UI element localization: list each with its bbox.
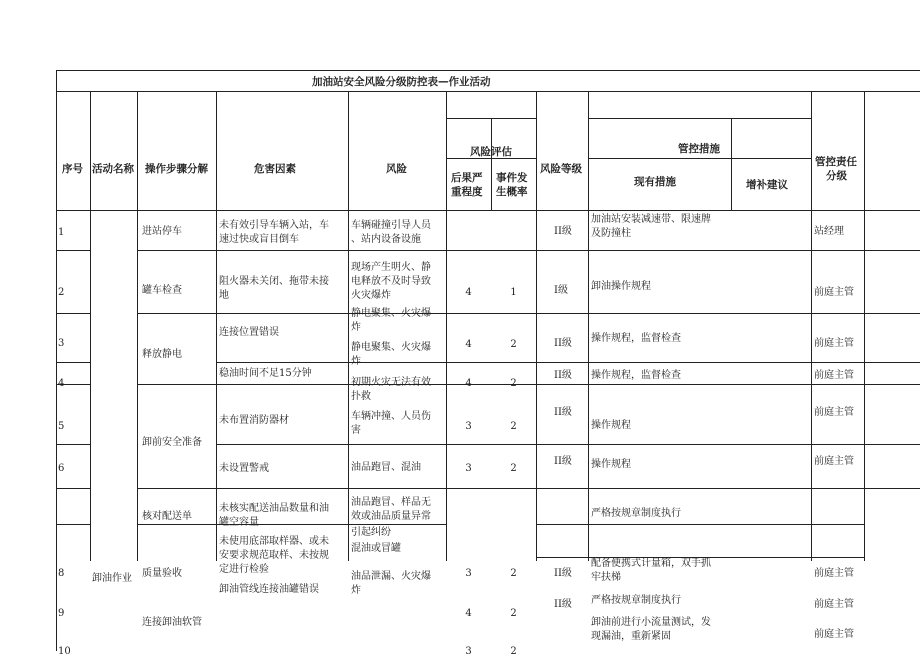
grid-line [56, 70, 920, 71]
measure-cell: 严格按规章制度执行 [591, 508, 681, 519]
hazard-cell: 未核实配送油品数量和油 [219, 503, 329, 514]
owner-cell: 前庭主管 [814, 629, 854, 640]
grid-line [491, 118, 492, 210]
grid-line [864, 91, 865, 561]
probability-cell: 2 [510, 378, 517, 389]
risk-cell: 车辆碰撞引导人员 [351, 220, 431, 231]
step-cell: 进站停车 [142, 226, 182, 237]
header-probability: 生概率 [496, 186, 528, 198]
probability-cell: 2 [510, 568, 517, 579]
step-cell: 连接卸油软管 [142, 617, 202, 628]
header-risk: 风险 [386, 163, 407, 175]
header-supplement: 增补建议 [746, 179, 788, 191]
measure-cell: 牢扶梯 [591, 572, 621, 583]
probability-cell: 1 [510, 287, 517, 298]
grid-line [137, 488, 920, 489]
measure-cell: 操作规程，监督检查 [591, 370, 681, 381]
risk-cell: 油品跑冒、混油 [351, 462, 421, 473]
hazard-cell: 定进行检验 [219, 564, 269, 575]
step-cell: 释放静电 [142, 349, 182, 360]
grid-line [137, 91, 138, 561]
header-severity: 重程度 [451, 186, 483, 198]
owner-cell: 前庭主管 [814, 456, 854, 467]
risk-cell: 车辆冲撞、人员伤 [351, 411, 431, 422]
measure-cell: 及防撞柱 [591, 228, 631, 239]
severity-cell: 4 [465, 339, 472, 350]
measure-cell: 操作规程 [591, 459, 631, 470]
grid-line [731, 118, 732, 210]
header-activity: 活动名称 [92, 163, 134, 175]
grid-line [137, 250, 920, 251]
owner-cell: 前庭主管 [814, 287, 854, 298]
measure-cell: 操作规程 [591, 420, 631, 431]
header-risk-eval: 风险评估 [470, 146, 512, 158]
risk-cell: 静电聚集、火灾爆 [351, 308, 431, 319]
grid-line [56, 488, 90, 489]
step-cell: 罐车检查 [142, 285, 182, 296]
activity-name: 卸油作业 [92, 573, 132, 584]
measure-cell: 现漏油，重新紧固 [591, 631, 671, 642]
risk-cell: 效或油品质量异常 [351, 511, 431, 522]
grid-line [811, 91, 812, 561]
owner-cell: 前庭主管 [814, 338, 854, 349]
grid-line [536, 524, 864, 525]
risk-cell: 害 [351, 425, 361, 436]
risk-cell: 初期火灾无法有效 [351, 377, 431, 388]
owner-cell: 前庭主管 [814, 407, 854, 418]
grid-line [588, 91, 589, 561]
risk-cell: 电释放不及时导致 [351, 276, 431, 287]
risk-level-cell: II级 [554, 599, 572, 610]
row-number: 5 [58, 421, 65, 432]
risk-cell: 、站内设备设施 [351, 234, 421, 245]
severity-cell: 3 [465, 421, 472, 432]
risk-level-cell: II级 [554, 370, 572, 381]
hazard-cell: 未使用底部取样器、或未 [219, 536, 329, 547]
measure-cell: 严格按规章制度执行 [591, 595, 681, 606]
risk-cell: 油品跑冒、样品无 [351, 497, 431, 508]
hazard-cell: 连接位置错误 [219, 327, 279, 338]
hazard-cell: 未布置消防器材 [219, 415, 289, 426]
owner-cell: 前庭主管 [814, 370, 854, 381]
grid-line [216, 91, 217, 561]
grid-line [588, 158, 811, 159]
hazard-cell: 稳油时间不足15分钟 [219, 368, 312, 379]
hazard-cell: 罐空容量 [219, 517, 259, 528]
hazard-cell: 未有效引导车辆入站，车 [219, 220, 329, 231]
risk-level-cell: II级 [554, 407, 572, 418]
header-risk-level: 风险等级 [540, 163, 582, 175]
risk-cell: 炸 [351, 585, 361, 596]
probability-cell: 2 [510, 646, 517, 657]
row-number: 10 [58, 646, 71, 657]
risk-cell: 扑救 [351, 391, 371, 402]
hazard-cell: 安要求规范取样、未按规 [219, 550, 329, 561]
grid-line [446, 91, 447, 561]
hazard-cell: 地 [219, 290, 229, 301]
severity-cell: 3 [465, 568, 472, 579]
header-step: 操作步骤分解 [145, 163, 208, 175]
header-existing: 现有措施 [634, 176, 676, 188]
grid-line [56, 70, 57, 651]
grid-line [348, 91, 349, 561]
measure-cell: 卸油前进行小流量测试，发 [591, 617, 711, 628]
owner-cell: 前庭主管 [814, 599, 854, 610]
grid-line [90, 91, 91, 561]
hazard-cell: 阻火器未关闭、拖带未接 [219, 276, 329, 287]
risk-level-cell: II级 [554, 226, 572, 237]
grid-line [56, 313, 90, 314]
header-responsibility: 管控责任 [815, 156, 857, 168]
probability-cell: 2 [510, 608, 517, 619]
risk-cell: 炸 [351, 322, 361, 333]
risk-cell: 静电聚集、火灾爆 [351, 342, 431, 353]
row-number: 8 [58, 568, 65, 579]
header-control: 管控措施 [678, 143, 720, 155]
measure-cell: 卸油操作规程 [591, 281, 651, 292]
hazard-cell: 卸油管线连接油罐错误 [219, 584, 319, 595]
row-number: 6 [58, 463, 65, 474]
row-number: 1 [58, 227, 65, 238]
risk-cell: 火灾爆炸 [351, 290, 391, 301]
severity-cell: 3 [465, 463, 472, 474]
row-number: 2 [58, 287, 65, 298]
grid-line [137, 524, 446, 525]
risk-cell: 混油或冒罐 [351, 543, 401, 554]
header-seq: 序号 [62, 163, 83, 175]
grid-line [56, 524, 90, 525]
risk-cell: 现场产生明火、静 [351, 262, 431, 273]
measure-cell: 配备便携式计量箱，双手抓 [591, 558, 711, 569]
grid-line [137, 313, 920, 314]
grid-line [56, 444, 90, 445]
grid-line [536, 91, 537, 561]
probability-cell: 2 [510, 339, 517, 350]
measure-cell: 加油站安装减速带、限速牌 [591, 214, 711, 225]
risk-level-cell: I级 [554, 285, 568, 296]
grid-line [56, 210, 920, 211]
risk-cell: 引起纠纷 [351, 527, 391, 538]
risk-level-cell: II级 [554, 338, 572, 349]
row-number: 4 [58, 378, 65, 389]
risk-level-cell: II级 [554, 568, 572, 579]
header-probability: 事件发 [496, 172, 528, 184]
row-number: 3 [58, 338, 65, 349]
severity-cell: 3 [465, 646, 472, 657]
measure-cell: 操作规程，监督检查 [591, 333, 681, 344]
risk-cell: 炸 [351, 356, 361, 367]
row-number: 9 [58, 608, 65, 619]
step-cell: 核对配送单 [142, 511, 192, 522]
probability-cell: 2 [510, 463, 517, 474]
step-cell: 卸前安全准备 [142, 437, 202, 448]
table-title: 加油站安全风险分级防控表—作业活动 [312, 76, 491, 88]
grid-line [56, 250, 90, 251]
severity-cell: 4 [465, 608, 472, 619]
grid-line [216, 444, 920, 445]
severity-cell: 4 [465, 287, 472, 298]
probability-cell: 2 [510, 421, 517, 432]
header-hazard: 危害因素 [254, 163, 296, 175]
hazard-cell: 未设置警戒 [219, 463, 269, 474]
owner-cell: 站经理 [814, 226, 844, 237]
risk-cell: 油品泄漏、火灾爆 [351, 571, 431, 582]
grid-line [56, 362, 90, 363]
header-responsibility: 分级 [826, 170, 847, 182]
severity-cell: 4 [465, 378, 472, 389]
header-severity: 后果严 [451, 172, 483, 184]
grid-line [216, 362, 920, 363]
hazard-cell: 速过快或盲目倒车 [219, 234, 299, 245]
risk-level-cell: II级 [554, 456, 572, 467]
grid-line [588, 118, 811, 119]
grid-line [56, 91, 920, 92]
step-cell: 质量验收 [142, 568, 182, 579]
owner-cell: 前庭主管 [814, 568, 854, 579]
